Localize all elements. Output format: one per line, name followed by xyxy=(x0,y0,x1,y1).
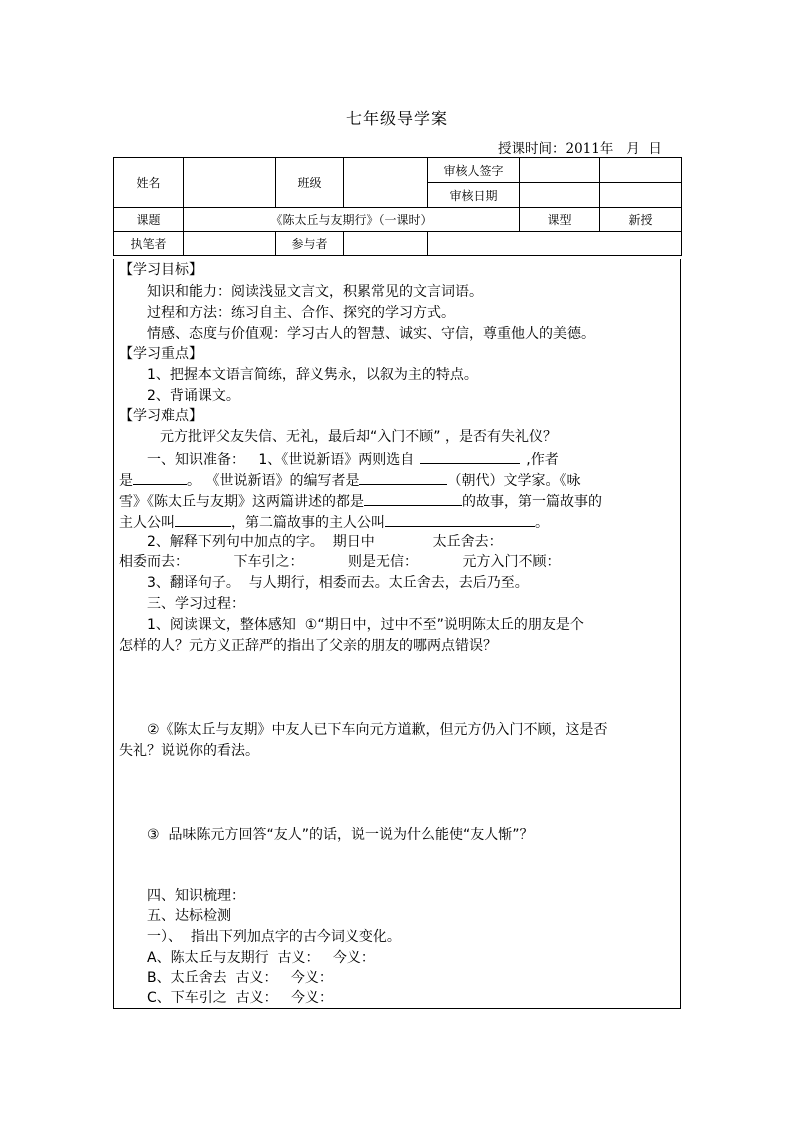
participant-field[interactable] xyxy=(344,232,428,256)
test-instruction: 一）、 指出下列加点字的古今词义变化。 xyxy=(147,929,401,945)
explain-1: 2、解释下列句中加点的字。 期日中 太丘舍去： xyxy=(147,534,503,550)
explain-2: 相委而去： 下车引之： 则是无信： 元方入门不顾： xyxy=(119,554,561,570)
blank-cell xyxy=(428,232,682,256)
test-heading: 五、达标检测 xyxy=(147,908,231,924)
review-date-field-2[interactable] xyxy=(600,183,682,208)
class-label: 班级 xyxy=(276,158,344,208)
blank-hero-1[interactable] xyxy=(175,512,231,527)
heading-goals: 【学习目标】 xyxy=(119,262,203,278)
class-field[interactable] xyxy=(344,158,428,208)
review-date-field[interactable] xyxy=(520,183,600,208)
review-date-label: 审核日期 xyxy=(428,183,520,208)
writer-field[interactable] xyxy=(184,232,276,256)
read-1: 1、阅读课文，整体感知 ①“期日中，过中不至”说明陈太丘的朋友是个 xyxy=(147,617,584,633)
name-field[interactable] xyxy=(184,158,276,208)
process-heading: 三、学习过程： xyxy=(147,596,245,612)
prep-line-2: 是 。 《世说新语》的编写者是 （朝代）文学家。《咏 xyxy=(119,470,580,490)
key-2: 2、背诵课文。 xyxy=(147,388,240,404)
goal-1: 知识和能力：阅读浅显文言文，积累常见的文言词语。 xyxy=(147,284,483,300)
type-label: 课型 xyxy=(520,208,600,232)
participant-label: 参与者 xyxy=(276,232,344,256)
summary-heading: 四、知识梳理： xyxy=(147,888,245,904)
reviewer-sign-label: 审核人签字 xyxy=(428,158,520,183)
blank-editor[interactable] xyxy=(359,470,447,485)
writer-label: 执笔者 xyxy=(114,232,184,256)
page-title: 七年级导学案 xyxy=(345,109,448,128)
translate: 3、翻译句子。 与人期行，相委而去。太丘舍去，去后乃至。 xyxy=(147,575,529,591)
test-item-c: C、下车引之 古义： 今义： xyxy=(147,990,334,1006)
type-value: 新授 xyxy=(600,208,682,232)
lesson-time: 授课时间：2011年 月 日 xyxy=(498,141,662,157)
reviewer-sign-field[interactable] xyxy=(520,158,600,183)
question-3: ③ 品味陈元方回答“友人”的话，说一说为什么能使“友人惭”？ xyxy=(147,827,534,843)
question-2-line-1: ②《陈太丘与友期》中友人已下车向元方道歉，但元方仍入门不顾，这是否 xyxy=(147,722,608,738)
goal-2: 过程和方法：练习自主、合作、探究的学习方式。 xyxy=(147,305,455,321)
name-label: 姓名 xyxy=(114,158,184,208)
topic-value: 《陈太丘与友期行》（一课时） xyxy=(184,208,520,232)
blank-author[interactable] xyxy=(133,470,187,485)
question-2-line-2: 失礼？说说你的看法。 xyxy=(119,743,259,759)
test-item-a: A、陈太丘与友期行 古义： 今义： xyxy=(147,950,375,966)
heading-key: 【学习重点】 xyxy=(119,346,203,362)
blank-source[interactable] xyxy=(420,449,520,464)
reviewer-sign-field-2[interactable] xyxy=(600,158,682,183)
blank-story[interactable] xyxy=(364,491,462,506)
goal-3: 情感、态度与价值观：学习古人的智慧、诚实、守信，尊重他人的美德。 xyxy=(147,326,595,342)
topic-label: 课题 xyxy=(114,208,184,232)
heading-difficulty: 【学习难点】 xyxy=(119,408,203,424)
read-2: 怎样的人？元方义正辞严的指出了父亲的朋友的哪两点错误？ xyxy=(119,638,497,654)
key-1: 1、把握本文语言简练，辞义隽永，以叙为主的特点。 xyxy=(147,367,478,383)
info-table xyxy=(113,157,682,256)
prep-line-1: 一、知识准备： 1、《世说新语》两则选自 ,作者 xyxy=(147,449,559,469)
test-item-b: B、太丘舍去 古义： 今义： xyxy=(147,970,333,986)
prep-line-4: 主人公叫 ，第二篇故事的主人公叫 。 xyxy=(119,512,549,532)
prep-line-3: 雪》《陈太丘与友期》这两篇讲述的都是 的故事，第一篇故事的 xyxy=(119,491,602,511)
difficulty-1: 元方批评父友失信、无礼，最后却“入门不顾” ，是否有失礼仪？ xyxy=(160,429,557,445)
blank-hero-2[interactable] xyxy=(385,512,535,527)
